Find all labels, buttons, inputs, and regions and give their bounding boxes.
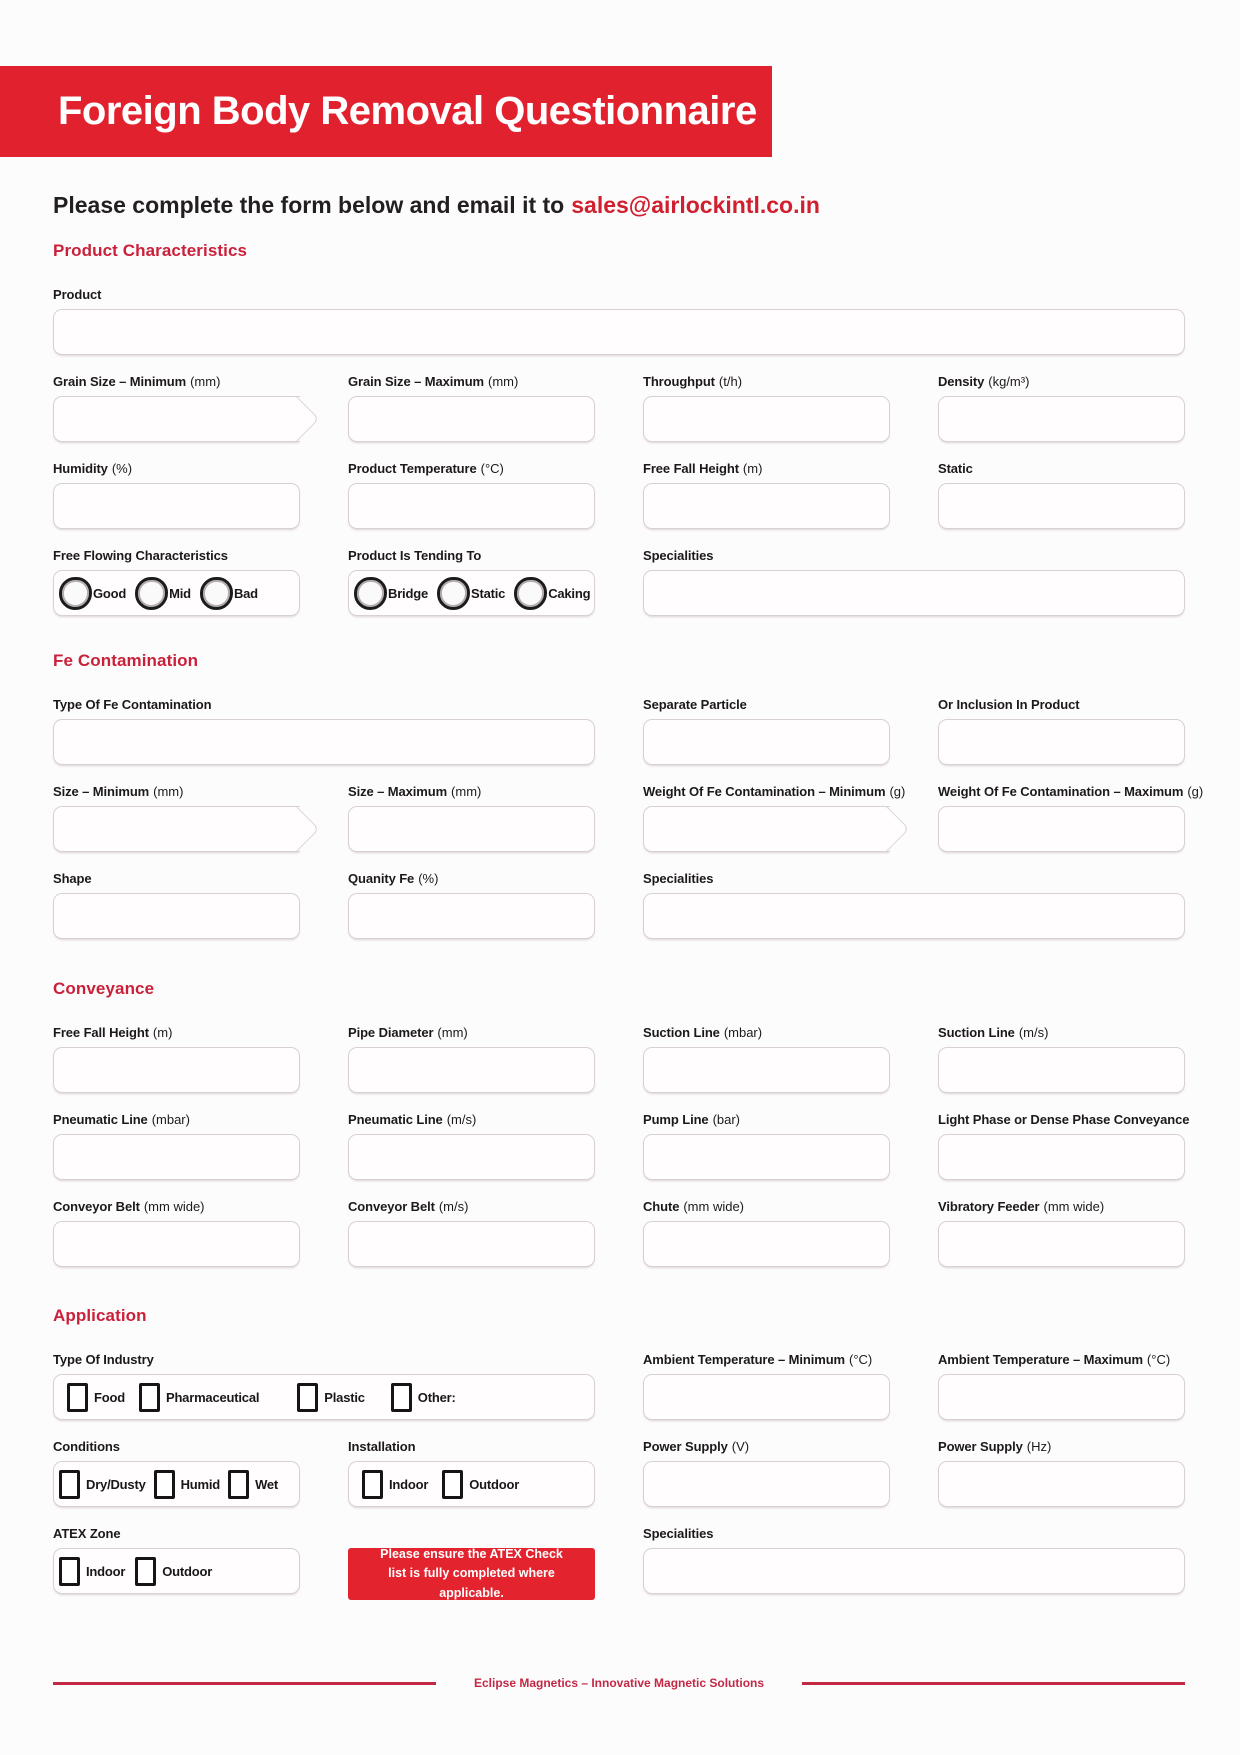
grain-size-min-input[interactable]: [53, 396, 300, 442]
fe-weight-max-input[interactable]: [938, 806, 1185, 852]
section-fe-contamination: [53, 650, 1204, 939]
field-conveyor-ms-label: Conveyor Belt (m/s): [348, 1199, 469, 1214]
tending-to-group: Bridge Static Caking: [348, 570, 595, 616]
field-shape-label: Shape: [53, 871, 92, 886]
row-fe-type: [53, 696, 1185, 765]
field-phase: [938, 1111, 1190, 1180]
row-grain-size: [53, 373, 1185, 442]
field-type-of-industry-label: Type Of Industry: [53, 1352, 154, 1367]
free-fall-height-input[interactable]: [643, 483, 890, 529]
power-v-input[interactable]: [643, 1461, 890, 1507]
radio-tending-static[interactable]: [437, 577, 470, 610]
separate-particle-input[interactable]: [643, 719, 890, 765]
pipe-diameter-input[interactable]: [348, 1047, 595, 1093]
field-fe-specialities: [643, 870, 1185, 939]
shape-input[interactable]: [53, 893, 300, 939]
type-of-industry-group: Food Pharmaceutical Plastic Other:: [53, 1374, 595, 1420]
field-shape: [53, 870, 300, 939]
quantity-fe-input[interactable]: [348, 893, 595, 939]
field-fe-weight-min-label: Weight Of Fe Contamination – Minimum (g): [643, 784, 906, 799]
row-product: [53, 286, 1185, 355]
product-specialities-input[interactable]: [643, 570, 1185, 616]
row-conveyance-1: [53, 1024, 1185, 1093]
field-conditions: [53, 1438, 300, 1507]
field-application-specialities-label: Specialities: [643, 1526, 714, 1541]
field-free-fall-height-label: Free Fall Height (m): [643, 461, 763, 476]
field-power-v: [643, 1438, 890, 1507]
field-chute-label: Chute (mm wide): [643, 1199, 745, 1214]
field-installation-label: Installation: [348, 1439, 416, 1454]
field-tending-to-label: Product Is Tending To: [348, 548, 482, 563]
row-humidity: [53, 460, 1185, 529]
field-inclusion: [938, 696, 1185, 765]
checkbox-dry-dusty[interactable]: [59, 1470, 80, 1499]
field-pump-bar: [643, 1111, 890, 1180]
row-fe-shape: [53, 870, 1185, 939]
section-heading-fe-contamination: Fe Contamination: [53, 651, 199, 670]
field-fe-type-label: Type Of Fe Contamination: [53, 697, 212, 712]
field-conveyor-mm: [53, 1198, 300, 1267]
field-fe-weight-max: [938, 783, 1204, 852]
field-pipe-diameter-label: Pipe Diameter (mm): [348, 1025, 468, 1040]
checkbox-humid[interactable]: [154, 1470, 175, 1499]
suction-ms-input[interactable]: [938, 1047, 1185, 1093]
field-product: [53, 286, 1185, 355]
field-density-label: Density (kg/m³): [938, 374, 1030, 389]
field-fe-size-max: [348, 783, 595, 852]
field-phase-label: Light Phase or Dense Phase Conveyance: [938, 1112, 1190, 1127]
field-fe-weight-min: [643, 783, 906, 852]
density-input[interactable]: [938, 396, 1185, 442]
humidity-input[interactable]: [53, 483, 300, 529]
chute-input[interactable]: [643, 1221, 890, 1267]
pneumatic-ms-input[interactable]: [348, 1134, 595, 1180]
row-application-2: [53, 1438, 1185, 1507]
field-ambient-max-label: Ambient Temperature – Maximum (°C): [938, 1352, 1171, 1367]
inclusion-input[interactable]: [938, 719, 1185, 765]
phase-input[interactable]: [938, 1134, 1185, 1180]
checkbox-atex-indoor[interactable]: [59, 1557, 80, 1586]
field-humidity-label: Humidity (%): [53, 461, 133, 476]
radio-tending-bridge[interactable]: [354, 577, 387, 610]
free-flowing-group: Good Mid Bad: [53, 570, 300, 616]
installation-group: Indoor Outdoor: [348, 1461, 595, 1507]
section-product-characteristics: [53, 240, 1185, 616]
field-suction-mbar-label: Suction Line (mbar): [643, 1025, 763, 1040]
field-fe-specialities-label: Specialities: [643, 871, 714, 886]
row-application-3: [53, 1525, 1185, 1600]
row-application-1: [53, 1351, 1185, 1420]
pump-bar-input[interactable]: [643, 1134, 890, 1180]
radio-free-flowing-mid[interactable]: [135, 577, 168, 610]
field-fe-size-min: [53, 783, 300, 852]
checkbox-plastic[interactable]: [297, 1383, 318, 1412]
pneumatic-mbar-input[interactable]: [53, 1134, 300, 1180]
field-fe-size-min-label: Size – Minimum (mm): [53, 784, 184, 799]
suction-mbar-input[interactable]: [643, 1047, 890, 1093]
section-conveyance: [53, 978, 1190, 1267]
field-static: [938, 460, 1185, 529]
field-free-flowing: [53, 547, 300, 616]
atex-note-spacer: [348, 1525, 595, 1542]
conditions-group: Dry/Dusty Humid Wet: [53, 1461, 300, 1507]
row-conveyance-2: [53, 1111, 1190, 1180]
footer-rule-right: [802, 1682, 1185, 1685]
field-grain-size-max-label: Grain Size – Maximum (mm): [348, 374, 519, 389]
field-pneumatic-mbar-label: Pneumatic Line (mbar): [53, 1112, 190, 1127]
power-hz-input[interactable]: [938, 1461, 1185, 1507]
atex-zone-group: Indoor Outdoor: [53, 1548, 300, 1594]
conveyor-ms-input[interactable]: [348, 1221, 595, 1267]
footer-rule-left: [53, 1682, 436, 1685]
field-free-fall-height: [643, 460, 890, 529]
product-input[interactable]: [53, 309, 1185, 355]
title-banner: [0, 66, 772, 157]
field-atex-zone: [53, 1525, 300, 1600]
field-power-v-label: Power Supply (V): [643, 1439, 750, 1454]
atex-note: Please ensure the ATEX Check list is fully completed where applicable.: [348, 1548, 595, 1600]
field-grain-size-min: [53, 373, 300, 442]
field-fe-type: [53, 696, 595, 765]
field-throughput: [643, 373, 890, 442]
grain-size-max-input[interactable]: [348, 396, 595, 442]
field-ambient-min: [643, 1351, 890, 1420]
field-quantity-fe-label: Quanity Fe (%): [348, 871, 439, 886]
field-conveyor-mm-label: Conveyor Belt (mm wide): [53, 1199, 205, 1214]
throughput-input[interactable]: [643, 396, 890, 442]
field-ambient-min-label: Ambient Temperature – Minimum (°C): [643, 1352, 873, 1367]
field-conditions-label: Conditions: [53, 1439, 120, 1454]
checkbox-food[interactable]: [67, 1383, 88, 1412]
fe-size-min-input[interactable]: [53, 806, 300, 852]
field-suction-ms-label: Suction Line (m/s): [938, 1025, 1049, 1040]
checkbox-pharmaceutical[interactable]: [139, 1383, 160, 1412]
field-vibratory-feeder-label: Vibratory Feeder (mm wide): [938, 1199, 1105, 1214]
field-pipe-diameter: [348, 1024, 595, 1093]
checkbox-wet[interactable]: [228, 1470, 249, 1499]
section-heading-conveyance: Conveyance: [53, 979, 155, 998]
atex-note-cell: [348, 1525, 595, 1600]
fe-type-input[interactable]: [53, 719, 595, 765]
radio-free-flowing-bad[interactable]: [200, 577, 233, 610]
page-footer: [53, 1676, 1185, 1690]
radio-tending-caking[interactable]: [514, 577, 547, 610]
field-fe-size-max-label: Size – Maximum (mm): [348, 784, 482, 799]
section-application: [53, 1305, 1185, 1600]
field-type-of-industry: [53, 1351, 595, 1420]
conv-free-fall-input[interactable]: [53, 1047, 300, 1093]
fe-size-max-input[interactable]: [348, 806, 595, 852]
row-conveyance-3: [53, 1198, 1185, 1267]
field-quantity-fe: [348, 870, 595, 939]
field-free-flowing-label: Free Flowing Characteristics: [53, 548, 228, 563]
ambient-max-input[interactable]: [938, 1374, 1185, 1420]
field-fe-weight-max-label: Weight Of Fe Contamination – Maximum (g): [938, 784, 1204, 799]
checkbox-installation-indoor[interactable]: [362, 1470, 383, 1499]
field-tending-to: [348, 547, 595, 616]
email-link[interactable]: sales@airlockintl.co.in: [571, 192, 820, 218]
field-suction-ms: [938, 1024, 1185, 1093]
field-inclusion-label: Or Inclusion In Product: [938, 697, 1080, 712]
field-product-temperature-label: Product Temperature (°C): [348, 461, 504, 476]
checkbox-installation-outdoor[interactable]: [442, 1470, 463, 1499]
field-atex-zone-label: ATEX Zone: [53, 1526, 121, 1541]
field-grain-size-min-label: Grain Size – Minimum (mm): [53, 374, 221, 389]
field-static-label: Static: [938, 461, 973, 476]
field-vibratory-feeder: [938, 1198, 1185, 1267]
application-specialities-input[interactable]: [643, 1548, 1185, 1594]
field-conveyor-ms: [348, 1198, 595, 1267]
product-temperature-input[interactable]: [348, 483, 595, 529]
radio-free-flowing-good[interactable]: [59, 577, 92, 610]
field-conv-free-fall: [53, 1024, 300, 1093]
field-product-temperature: [348, 460, 595, 529]
checkbox-atex-outdoor[interactable]: [135, 1557, 156, 1586]
section-heading-product-characteristics: Product Characteristics: [53, 241, 248, 260]
ambient-min-input[interactable]: [643, 1374, 890, 1420]
row-flow-characteristics: [53, 547, 1185, 616]
field-pneumatic-mbar: [53, 1111, 300, 1180]
field-grain-size-max: [348, 373, 595, 442]
field-chute: [643, 1198, 890, 1267]
field-humidity: [53, 460, 300, 529]
intro-line: [53, 192, 820, 219]
field-conv-free-fall-label: Free Fall Height (m): [53, 1025, 173, 1040]
field-installation: [348, 1438, 595, 1507]
field-pump-bar-label: Pump Line (bar): [643, 1112, 741, 1127]
fe-weight-min-input[interactable]: [643, 806, 890, 852]
field-separate-particle: [643, 696, 890, 765]
field-product-specialities-label: Specialities: [643, 548, 714, 563]
field-application-specialities: [643, 1525, 1185, 1600]
field-separate-particle-label: Separate Particle: [643, 697, 747, 712]
field-power-hz: [938, 1438, 1185, 1507]
field-throughput-label: Throughput (t/h): [643, 374, 743, 389]
field-suction-mbar: [643, 1024, 890, 1093]
vibratory-feeder-input[interactable]: [938, 1221, 1185, 1267]
field-density: [938, 373, 1185, 442]
static-input[interactable]: [938, 483, 1185, 529]
field-ambient-max: [938, 1351, 1185, 1420]
section-heading-application: Application: [53, 1306, 147, 1325]
field-pneumatic-ms: [348, 1111, 595, 1180]
fe-specialities-input[interactable]: [643, 893, 1185, 939]
checkbox-other[interactable]: [391, 1383, 412, 1412]
field-power-hz-label: Power Supply (Hz): [938, 1439, 1052, 1454]
row-fe-size: [53, 783, 1204, 852]
page-title: Foreign Body Removal Questionnaire: [58, 89, 757, 133]
field-product-specialities: [643, 547, 1185, 616]
intro-text: Please complete the form below and email it to: [53, 192, 565, 218]
field-pneumatic-ms-label: Pneumatic Line (m/s): [348, 1112, 477, 1127]
conveyor-mm-input[interactable]: [53, 1221, 300, 1267]
field-product-label: Product: [53, 287, 102, 302]
footer-text: Eclipse Magnetics – Innovative Magnetic Solutions: [473, 1676, 765, 1690]
